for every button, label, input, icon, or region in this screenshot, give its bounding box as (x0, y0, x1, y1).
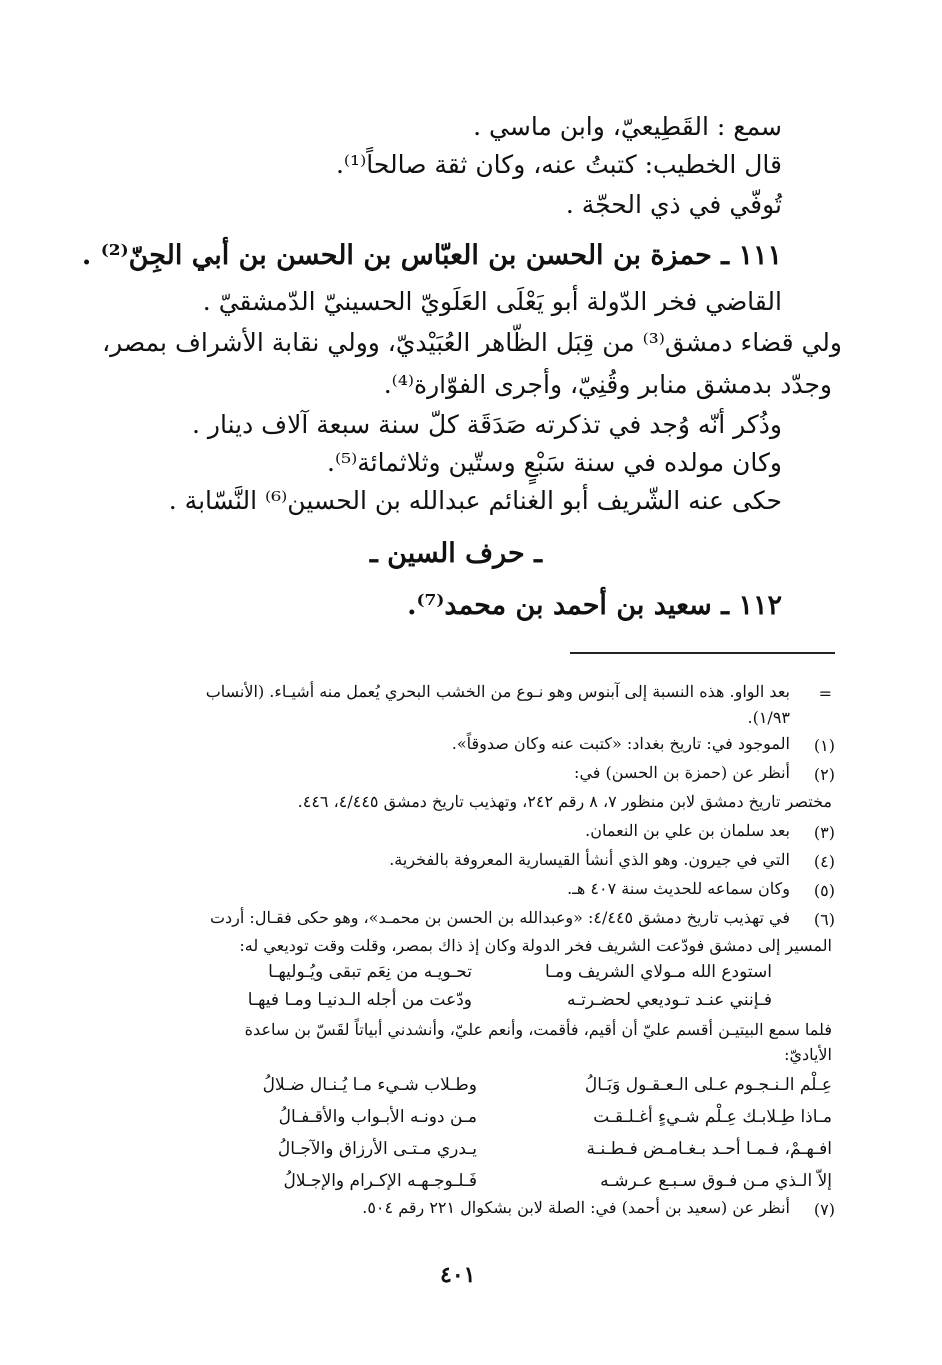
footnote-4-number: (٤) (813, 852, 835, 871)
section-heading: ـ حرف السين ـ (369, 538, 542, 569)
footnote-5-text: وكان سماعه للحديث سنة ٤٠٧ هـ. (567, 879, 790, 898)
poem2-line1-second-hemistich: وطـلاب شـيء مـا يُـنـال ضـلالُ (262, 1075, 477, 1095)
footnote-7-text: أنظر عن (سعيد بن أحمد) في: الصلة لابن بشكوال ٢٢١ رقم ٥٠٤. (362, 1198, 790, 1217)
main-line-1: سمع : القَطِيعيّ، وابن ماسي . (473, 112, 782, 141)
main-line-9: وكان مولده في سنة سَبْعٍ وستّين وثلاثمائة⁽⁵⁾. (327, 448, 782, 477)
footnote-3-text: بعد سلمان بن علي بن النعمان. (585, 821, 790, 840)
footnote-2-source: مختصر تاريخ دمشق لابن منظور ٧، ٨ رقم ٢٤٢، وتهذيب تاريخ دمشق ٤/٤٤٥، ٤٤٦. (297, 792, 832, 811)
poem2-line4-first-hemistich: إلاّ الـذي مـن فـوق سـبـع عـرشـه (600, 1171, 832, 1191)
footnote-5-number: (٥) (813, 881, 835, 900)
page-number: ٤٠١ (440, 1262, 476, 1288)
entry-111-heading: ١١١ ـ حمزة بن الحسن بن العبّاس بن الحسن بن أبي الجِنّ⁽²⁾ . (81, 240, 782, 271)
poem1-line2-second-hemistich: ودّعت من أجله الـدنيـا ومـا فيهـا (247, 990, 472, 1010)
carry-marker: = (818, 684, 832, 703)
main-line-5: القاضي فخر الدّولة أبو يَعْلَى العَلَويّ الحسينيّ الدّمشقيّ . (202, 287, 782, 316)
after-poem1-line2: الأياديّ: (784, 1045, 832, 1064)
poem2-line4-second-hemistich: فَـلـوجـهـه الإكـرام والإجـلالُ (283, 1171, 477, 1191)
poem2-line2-second-hemistich: مـن دونـه الأبـواب والأقـفـالُ (278, 1107, 477, 1127)
main-line-8: وذُكر أنّه وُجد في تذكرته صَدَقَة كلّ سنة سبعة آلاف دينار . (192, 410, 782, 439)
footnote-2-text: أنظر عن (حمزة بن الحسن) في: (574, 763, 790, 782)
main-line-10: حكى عنه الشّريف أبو الغنائم عبدالله بن الحسين⁽⁶⁾ النَّسّابة . (168, 486, 782, 515)
footnote-1-text: الموجود في: تاريخ بغداد: «كتبت عنه وكان صدوقاً». (451, 734, 790, 753)
footnote-7-number: (٧) (813, 1200, 835, 1219)
carry-text-1: بعد الواو. هذه النسبة إلى آبنوس وهو نـوع من الخشب البحري يُعمل منه أشيـاء. (الأنساب (205, 682, 790, 701)
main-line-3: تُوفّي في ذي الحجّة . (565, 190, 782, 219)
poem2-line1-first-hemistich: عِـلْم الـنـجـوم عـلى الـعـقـول وَبَـالُ (584, 1075, 832, 1095)
poem1-line1-first-hemistich: استودع الله مـولاي الشريف ومـا (545, 962, 772, 982)
footnote-separator (570, 652, 835, 654)
poem1-line2-first-hemistich: فـإنني عنـد تـوديعي لحضـرتـه (567, 990, 772, 1010)
main-line-2: قال الخطيب: كتبتُ عنه، وكان ثقة صالحاً⁽¹⁾. (335, 150, 782, 179)
footnote-4-text: التي في جيرون. وهو الذي أنشأ القيسارية المعروفة بالفخرية. (389, 850, 790, 869)
main-line-7: وجدّد بدمشق منابر وقُنِيّ، وأجرى الفوّارة⁽⁴⁾. (383, 370, 832, 399)
entry-112-heading: ١١٢ ـ سعيد بن أحمد بن محمد⁽⁷⁾. (407, 590, 782, 621)
footnote-6-number: (٦) (813, 910, 835, 929)
footnote-6-text: في تهذيب تاريخ دمشق ٤/٤٤٥: «وعبدالله بن الحسن بن محمـد»، وهو حكى فقـال: أردت (209, 908, 790, 927)
footnote-3-number: (٣) (813, 823, 835, 842)
carry-text-2: ١/٩٣). (747, 708, 790, 727)
footnote-2-number: (٢) (813, 765, 835, 784)
poem2-line2-first-hemistich: مـاذا طِـلابـك عِـلْم شـيءٍ أغـلـقـت (593, 1107, 832, 1127)
poem1-line1-second-hemistich: تحـويـه من نِعَم تبقى ويُـوليهـا (268, 962, 472, 982)
poem2-line3-second-hemistich: يـدري مـتـى الأرزاق والآجـالُ (277, 1139, 477, 1159)
main-line-6: ولي قضاء دمشق⁽³⁾ من قِبَل الظّاهر العُبَيْديّ، وولي نقابة الأشراف بمصر، (102, 328, 842, 357)
after-poem1-line1: فلما سمع البيتيـن أقسم عليّ أن أقيم، فأقمت، وأنعم عليّ، وأنشدني أبياتاً لقَسّ بن ساعدة (244, 1020, 832, 1039)
footnote-6-continued: المسير إلى دمشق فودّعت الشريف فخر الدولة وكان إذ ذاك بمصر، وقلت وقت توديعي له: (239, 936, 832, 955)
footnote-1-number: (١) (813, 736, 835, 755)
poem2-line3-first-hemistich: افـهـمْ، فـمـا أحـد بـغـامـض فـطـنـة (586, 1139, 832, 1159)
